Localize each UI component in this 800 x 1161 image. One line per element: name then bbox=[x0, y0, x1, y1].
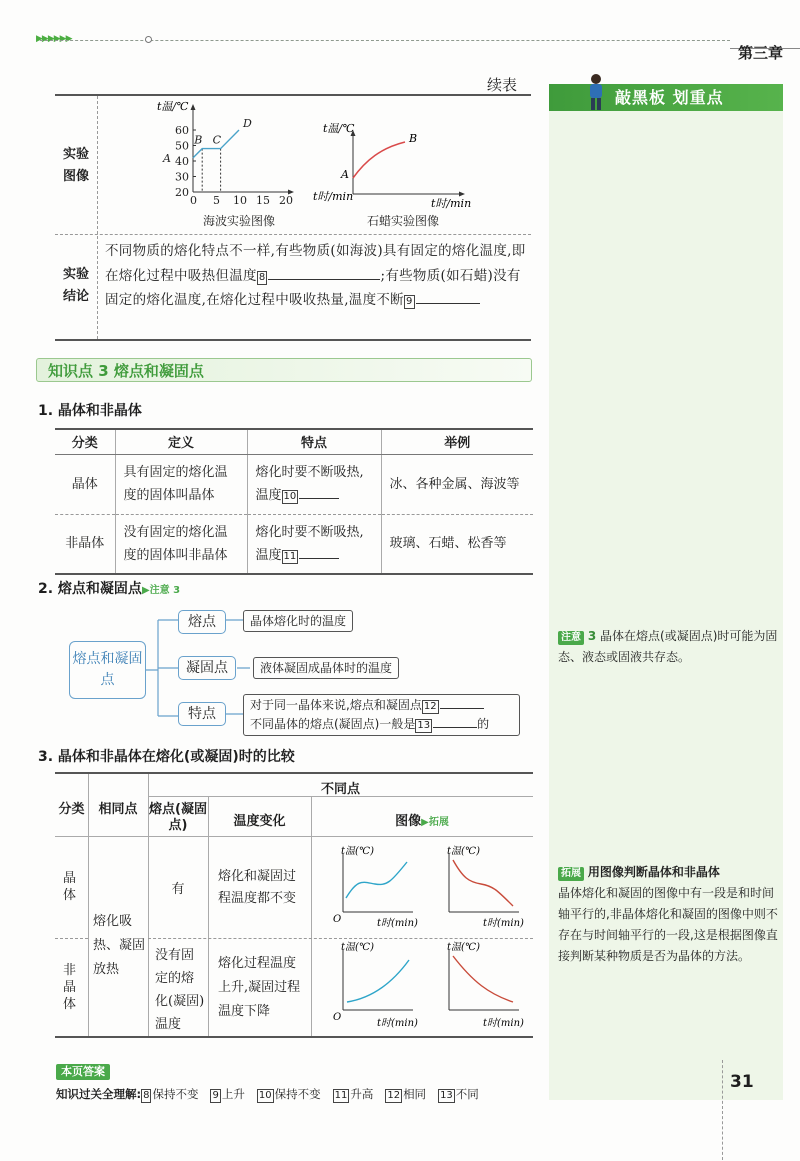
answer-line: 知识过关全理解: 8 保持不变 9 上升 10 保持不变 11 升高 12 相同 13 不同 bbox=[56, 1087, 479, 1101]
t3-header-graph: 图像▶拓展 bbox=[395, 814, 449, 829]
hypo-ytick: 60 bbox=[175, 124, 189, 137]
note-tag: 注意 bbox=[558, 631, 584, 645]
t3-header-cat: 分类 bbox=[58, 802, 85, 817]
hypo-point-label: D bbox=[243, 117, 252, 130]
hypo-ytick: 50 bbox=[175, 139, 189, 153]
t1-feat: 熔化时要不断吸热,温度 11 bbox=[247, 514, 381, 574]
t3-crystal-mp: 有 bbox=[171, 882, 185, 897]
extension-text: 晶体熔化和凝固的图像中有一段是和时间轴平行的,非晶体熔化和凝固的图像中则不存在与时间轴平行的一段,这是根据图像直接判断某种物质是否为晶体的方法。 bbox=[558, 886, 778, 963]
extension-title: 用图像判断晶体和非晶体 bbox=[587, 865, 720, 879]
section1-title: 1. 晶体和非晶体 bbox=[38, 403, 142, 419]
hypo-xtick: 15 bbox=[256, 194, 270, 207]
chapter-title: 第三章 bbox=[738, 44, 784, 62]
page-number: 31 bbox=[730, 1072, 754, 1092]
paraffin-ylabel: t温/℃ bbox=[323, 122, 355, 135]
header-arrows: ▶▶▶▶▶▶ bbox=[36, 34, 72, 44]
answer-text: 相同 bbox=[403, 1087, 427, 1101]
paraffin-chart bbox=[321, 122, 471, 210]
crystal-table bbox=[55, 428, 533, 575]
answer-number: 8 bbox=[143, 1090, 150, 1101]
answer-text: 上升 bbox=[221, 1087, 245, 1101]
answer-text: 升高 bbox=[350, 1087, 374, 1101]
hypo-caption: 海波实验图像 bbox=[203, 214, 276, 228]
t3-header-same: 相同点 bbox=[98, 802, 138, 817]
t3-amorph-mp: 没有固定的熔化(凝固)温度 bbox=[155, 948, 205, 1032]
t1-def: 没有固定的熔化温度的固体叫非晶体 bbox=[115, 514, 247, 574]
teacher-icon bbox=[582, 72, 610, 111]
hypo-ytick: 30 bbox=[175, 170, 189, 184]
note-box bbox=[558, 626, 780, 668]
graph-ylabel: t温(℃) bbox=[341, 846, 375, 857]
mindmap-node-melting: 熔点 bbox=[178, 610, 226, 634]
mindmap-leaf-freezing: 液体凝固成晶体时的温度 bbox=[253, 657, 399, 679]
crystal-melting-curve bbox=[346, 862, 407, 898]
t1-cat: 晶体 bbox=[55, 454, 115, 514]
section2-title: 2. 熔点和凝固点▶注意 3 bbox=[38, 581, 181, 597]
hypo-point-label: C bbox=[212, 133, 222, 147]
answer-text: 保持不变 bbox=[152, 1087, 199, 1101]
blank-8: 8 bbox=[258, 271, 266, 283]
blank-8-line bbox=[268, 279, 380, 280]
hypo-ylabel: t温/℃ bbox=[157, 100, 189, 113]
hypo-xtick: 20 bbox=[279, 194, 293, 207]
extension-tag: 拓展 bbox=[558, 867, 584, 881]
mindmap-leaf-feature: 对于同一晶体来说,熔点和凝固点 12 不同晶体的熔点(凝固点)一般是 13 的 bbox=[243, 694, 520, 736]
crystal-freezing-curve bbox=[453, 860, 513, 906]
answer-number: 12 bbox=[387, 1090, 401, 1101]
t3-crystal: 晶体 bbox=[63, 871, 77, 903]
row-label-conclusion: 实验 结论 bbox=[62, 267, 89, 304]
paraffin-curve bbox=[353, 142, 405, 178]
paraffin-xlabel: t时/min bbox=[431, 197, 471, 210]
header-rule bbox=[40, 40, 730, 41]
svg-text:t时(min): t时(min) bbox=[483, 1018, 524, 1029]
answer-text: 保持不变 bbox=[274, 1087, 321, 1101]
extension-box bbox=[558, 862, 780, 967]
hypo-point-label: B bbox=[194, 133, 203, 147]
answer-text: 不同 bbox=[455, 1087, 479, 1101]
t1-feat: 熔化时要不断吸热,温度 10 bbox=[247, 454, 381, 514]
t1-ex: 玻璃、石蜡、松香等 bbox=[381, 514, 533, 574]
answer-number: 10 bbox=[258, 1090, 272, 1101]
t3-same: 熔化吸热、凝固放热 bbox=[93, 914, 146, 977]
svg-text:t温(℃): t温(℃) bbox=[447, 846, 481, 857]
table-row bbox=[55, 454, 533, 514]
hypo-ytick: 20 bbox=[175, 186, 189, 199]
t3-header-temp: 温度变化 bbox=[233, 814, 286, 829]
hypo-xtick: 10 bbox=[233, 194, 247, 207]
hypo-ytick: 40 bbox=[175, 155, 189, 168]
answer-number: 13 bbox=[440, 1090, 453, 1101]
paraffin-caption: 石蜡实验图像 bbox=[367, 214, 440, 228]
graph-xlabel: t时(min) bbox=[377, 918, 418, 929]
t3-graphs bbox=[313, 842, 533, 1034]
note-text: 晶体在熔点(或凝固点)时可能为固态、液态或固液共存态。 bbox=[558, 629, 778, 664]
hypo-xtick: 5 bbox=[213, 194, 220, 207]
header-dot bbox=[145, 36, 152, 43]
conclusion-text: 不同物质的熔化特点不一样,有些物质(如海波)具有固定的熔化温度,即在熔化过程中吸热但温度 8 ;有些物质(如石蜡)没有固定的熔化温度,在熔化过程中吸收热量,温度不断 9 bbox=[105, 243, 526, 308]
svg-text:O: O bbox=[333, 1012, 342, 1023]
blank-9: 9 bbox=[405, 296, 413, 307]
t3-header-mp: 熔点(凝固点) bbox=[149, 802, 207, 833]
hypo-xlabel: t时/min bbox=[313, 190, 354, 203]
mindmap-root: 熔点和凝固点 bbox=[69, 641, 146, 699]
t1-cat: 非晶体 bbox=[55, 514, 115, 574]
mindmap-leaf-melting: 晶体熔化时的温度 bbox=[243, 610, 353, 632]
t1-header-ex: 举例 bbox=[381, 429, 533, 454]
svg-text:t温(℃): t温(℃) bbox=[447, 942, 481, 953]
answer-tag: 本页答案 bbox=[56, 1064, 110, 1080]
amorphous-melting-curve bbox=[347, 960, 409, 1002]
answer-number: 9 bbox=[212, 1090, 219, 1101]
paraffin-point-b: B bbox=[409, 132, 418, 145]
t1-header-def: 定义 bbox=[115, 429, 247, 454]
t3-crystal-temp: 熔化和凝固过程温度都不变 bbox=[218, 869, 297, 906]
hypo-point-label: A bbox=[163, 151, 171, 165]
sidebar-banner: 敲黑板 划重点 bbox=[549, 84, 783, 111]
page-edge bbox=[722, 1060, 723, 1160]
table-continued-label: 续表 bbox=[487, 76, 518, 94]
table-row bbox=[55, 514, 533, 574]
t3-amorph-temp: 熔化过程温度上升,凝固过程温度下降 bbox=[218, 956, 301, 1019]
note-number: 3 bbox=[587, 629, 597, 643]
hypo-xtick: 0 bbox=[190, 194, 197, 207]
svg-text:t温(℃): t温(℃) bbox=[341, 942, 375, 953]
knowledge-title: 知识点 3 熔点和凝固点 bbox=[48, 362, 204, 380]
t1-ex: 冰、各种金属、海波等 bbox=[381, 454, 533, 514]
svg-text:t时(min): t时(min) bbox=[483, 918, 524, 929]
mindmap-node-feature: 特点 bbox=[178, 702, 226, 726]
section2-note-tag: ▶注意 3 bbox=[141, 585, 181, 596]
paraffin-point-a: A bbox=[341, 168, 349, 181]
blank-9-line bbox=[416, 303, 480, 304]
t3-header-diff: 不同点 bbox=[320, 782, 360, 797]
row-label-image: 实验 图像 bbox=[62, 147, 89, 184]
amorphous-freezing-curve bbox=[453, 956, 513, 1002]
mindmap-node-freezing: 凝固点 bbox=[178, 656, 236, 680]
t1-header-cat: 分类 bbox=[55, 429, 115, 454]
t1-header-feat: 特点 bbox=[247, 429, 381, 454]
experiment-table bbox=[55, 94, 531, 341]
svg-text:t时(min): t时(min) bbox=[377, 1018, 418, 1029]
t3-amorph: 非晶体 bbox=[63, 963, 77, 1012]
answer-number: 11 bbox=[334, 1090, 348, 1101]
graph-origin: O bbox=[333, 914, 342, 925]
t1-def: 具有固定的熔化温度的固体叫晶体 bbox=[115, 454, 247, 514]
section3-title: 3. 晶体和非晶体在熔化(或凝固)时的比较 bbox=[38, 749, 295, 765]
comparison-table bbox=[55, 772, 533, 1038]
